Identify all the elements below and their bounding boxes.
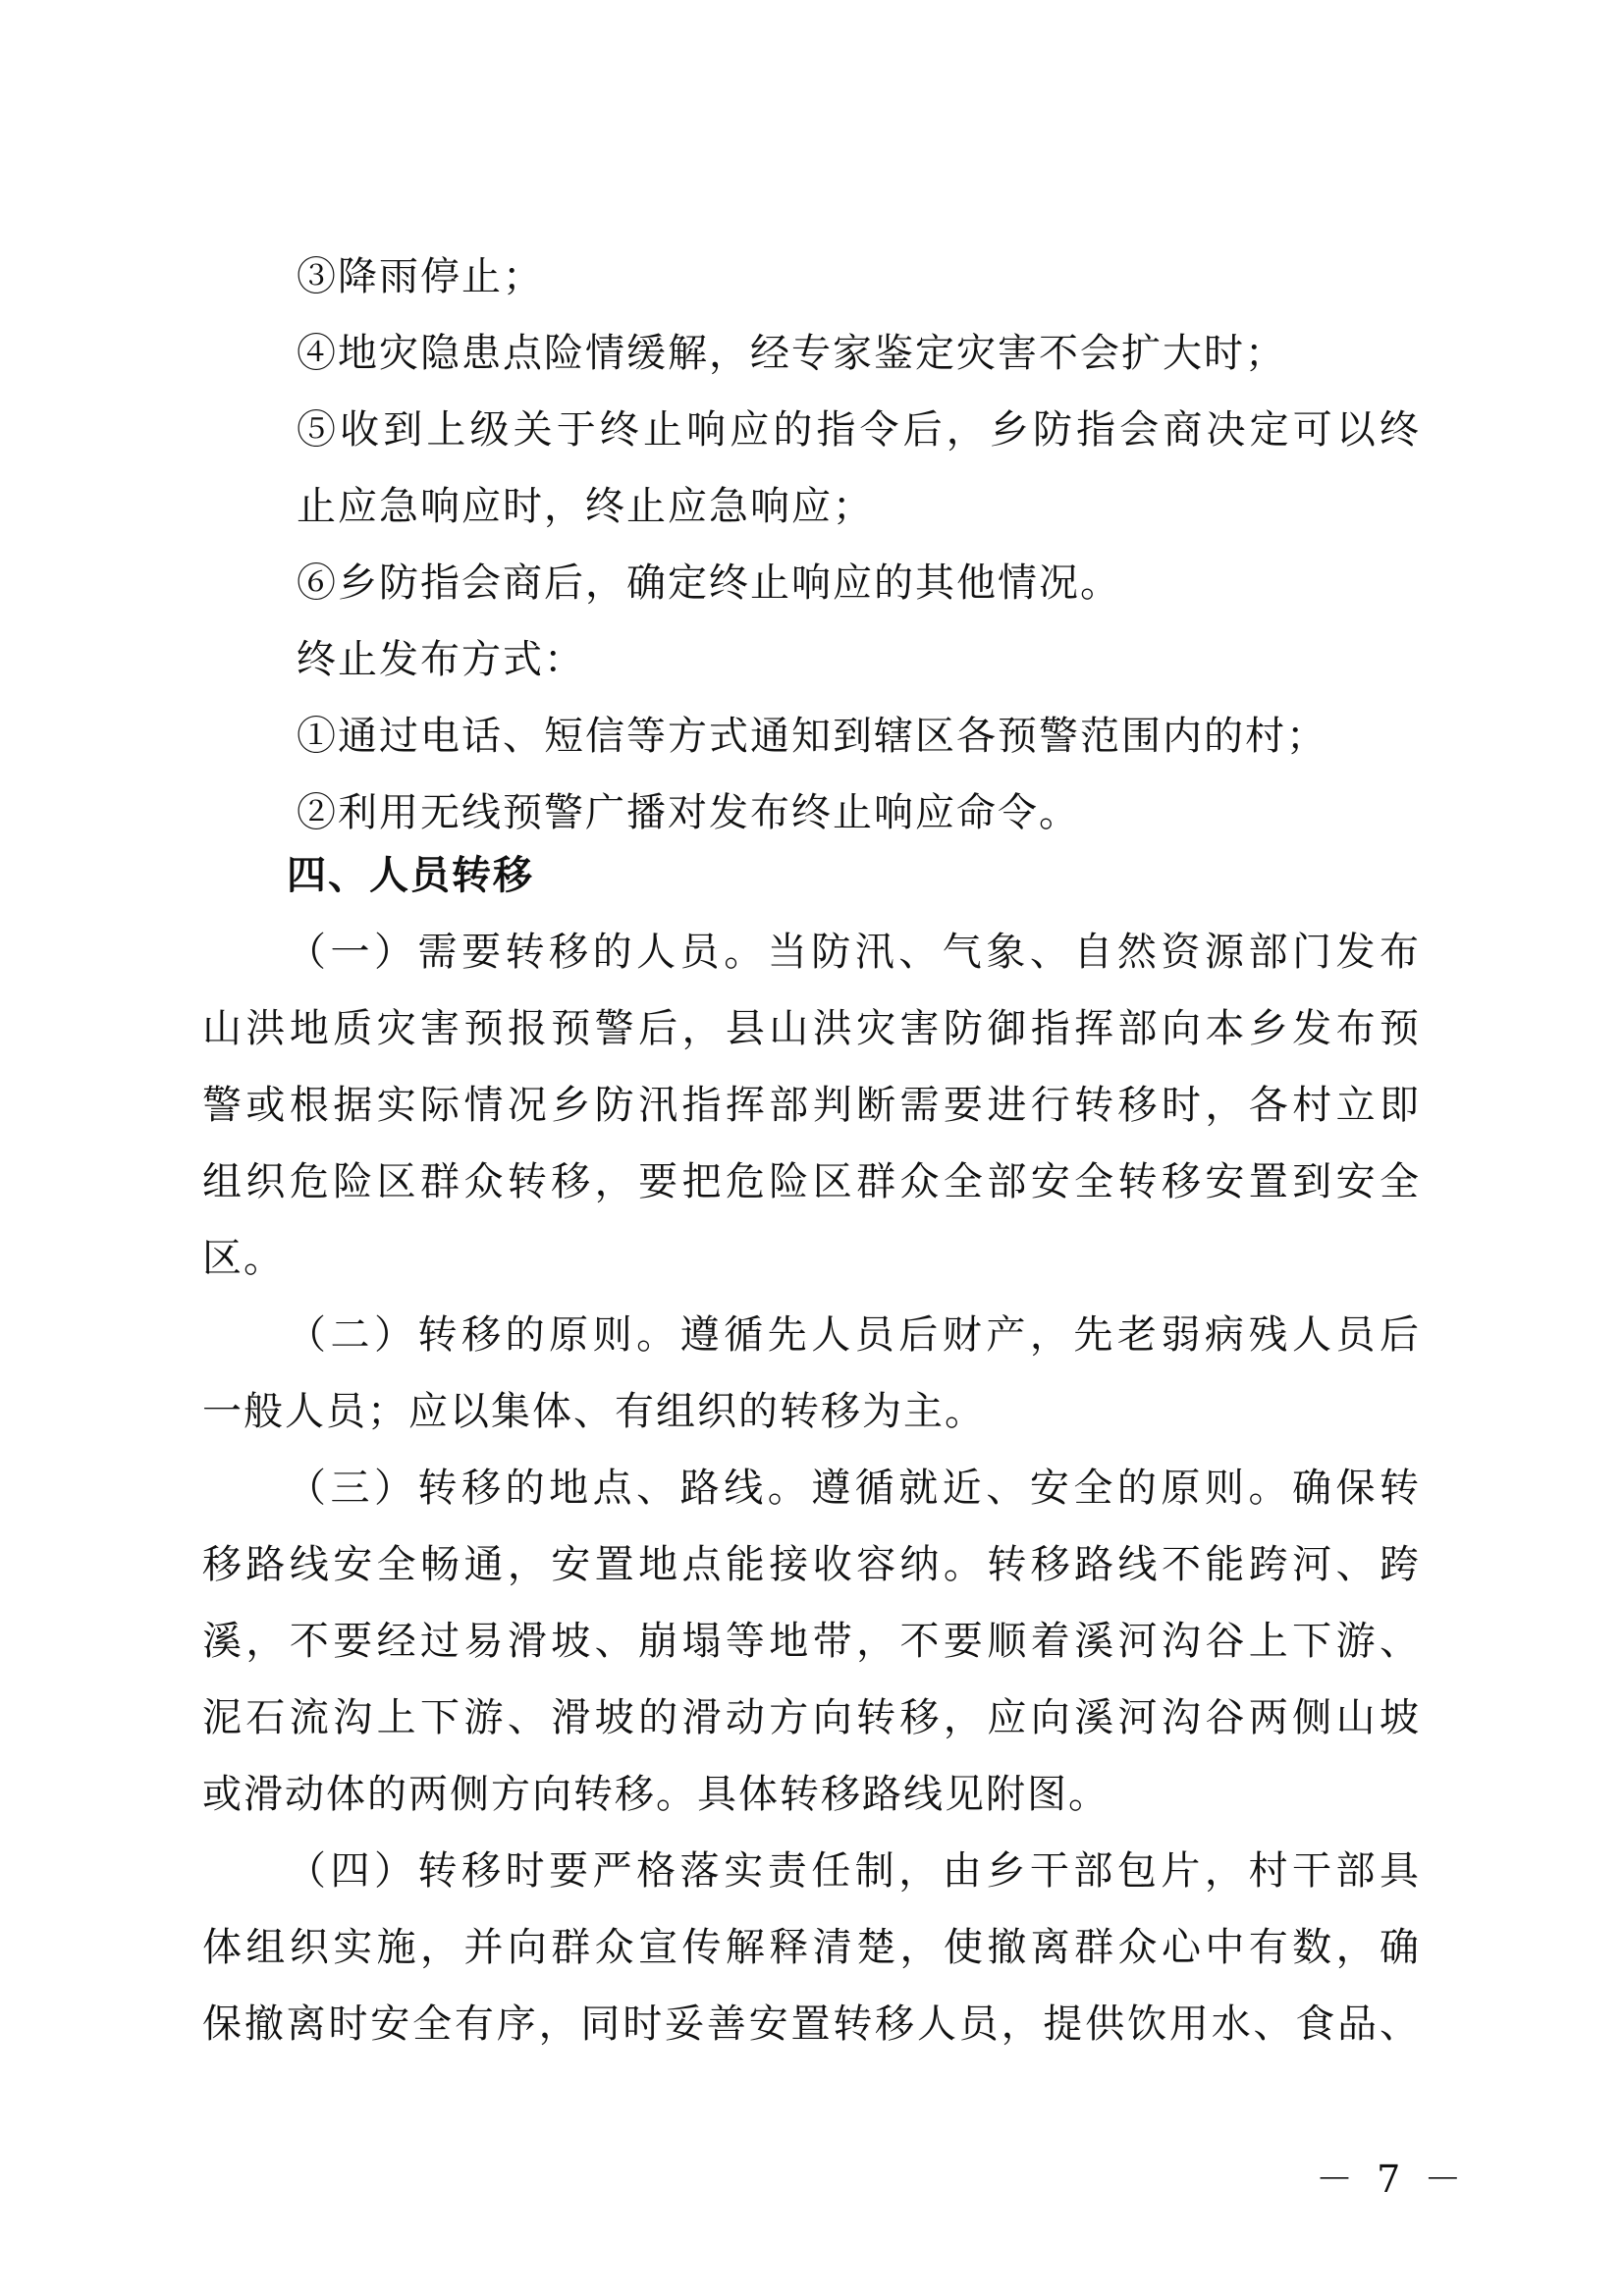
text-line-9: （一）需要转移的人员。当防汛、气象、自然资源部门发布 bbox=[287, 930, 1421, 975]
text-line-18: 溪，不要经过易滑坡、崩塌等地带，不要顺着溪河沟谷上下游、 bbox=[202, 1619, 1421, 1664]
page-number: － 7 － bbox=[1316, 2158, 1468, 2201]
text-line-5: ⑥乡防指会商后，确定终止响应的其他情况。 bbox=[297, 561, 1121, 606]
text-line-8: ②利用无线预警广播对发布终止响应命令。 bbox=[297, 790, 1080, 835]
text-line-20: 或滑动体的两侧方向转移。具体转移路线见附图。 bbox=[202, 1772, 1110, 1817]
text-line-19: 泥石流沟上下游、滑坡的滑动方向转移，应向溪河沟谷两侧山坡 bbox=[202, 1695, 1421, 1740]
text-line-7: ①通过电话、短信等方式通知到辖区各预警范围内的村； bbox=[297, 714, 1327, 759]
section-heading: 四、人员转移 bbox=[287, 853, 534, 898]
text-line-14: （二）转移的原则。遵循先人员后财产，先老弱病残人员后 bbox=[287, 1312, 1421, 1358]
text-line-17: 移路线安全畅通，安置地点能接收容纳。转移路线不能跨河、跨 bbox=[202, 1542, 1421, 1587]
text-line-23: 保撤离时安全有序，同时妥善安置转移人员，提供饮用水、食品、 bbox=[202, 2002, 1421, 2047]
text-line-1: ③降雨停止； bbox=[297, 254, 544, 299]
text-line-12: 组织危险区群众转移，要把危险区群众全部安全转移安置到安全 bbox=[202, 1159, 1421, 1204]
text-line-2: ④地灾隐患点险情缓解，经专家鉴定灾害不会扩大时； bbox=[297, 331, 1286, 376]
text-line-21: （四）转移时要严格落实责任制，由乡干部包片，村干部具 bbox=[287, 1848, 1421, 1894]
text-line-15: 一般人员；应以集体、有组织的转移为主。 bbox=[202, 1389, 986, 1434]
text-line-6: 终止发布方式： bbox=[297, 637, 585, 682]
text-line-16: （三）转移的地点、路线。遵循就近、安全的原则。确保转 bbox=[287, 1466, 1421, 1511]
text-line-13: 区。 bbox=[202, 1236, 285, 1281]
text-line-11: 警或根据实际情况乡防汛指挥部判断需要进行转移时，各村立即 bbox=[202, 1083, 1421, 1128]
text-line-22: 体组织实施，并向群众宣传解释清楚，使撤离群众心中有数，确 bbox=[202, 1925, 1421, 1970]
text-line-3: ⑤收到上级关于终止响应的指令后，乡防指会商决定可以终 bbox=[297, 407, 1421, 453]
text-line-10: 山洪地质灾害预报预警后，县山洪灾害防御指挥部向本乡发布预 bbox=[202, 1006, 1421, 1051]
text-line-4: 止应急响应时，终止应急响应； bbox=[297, 484, 874, 529]
